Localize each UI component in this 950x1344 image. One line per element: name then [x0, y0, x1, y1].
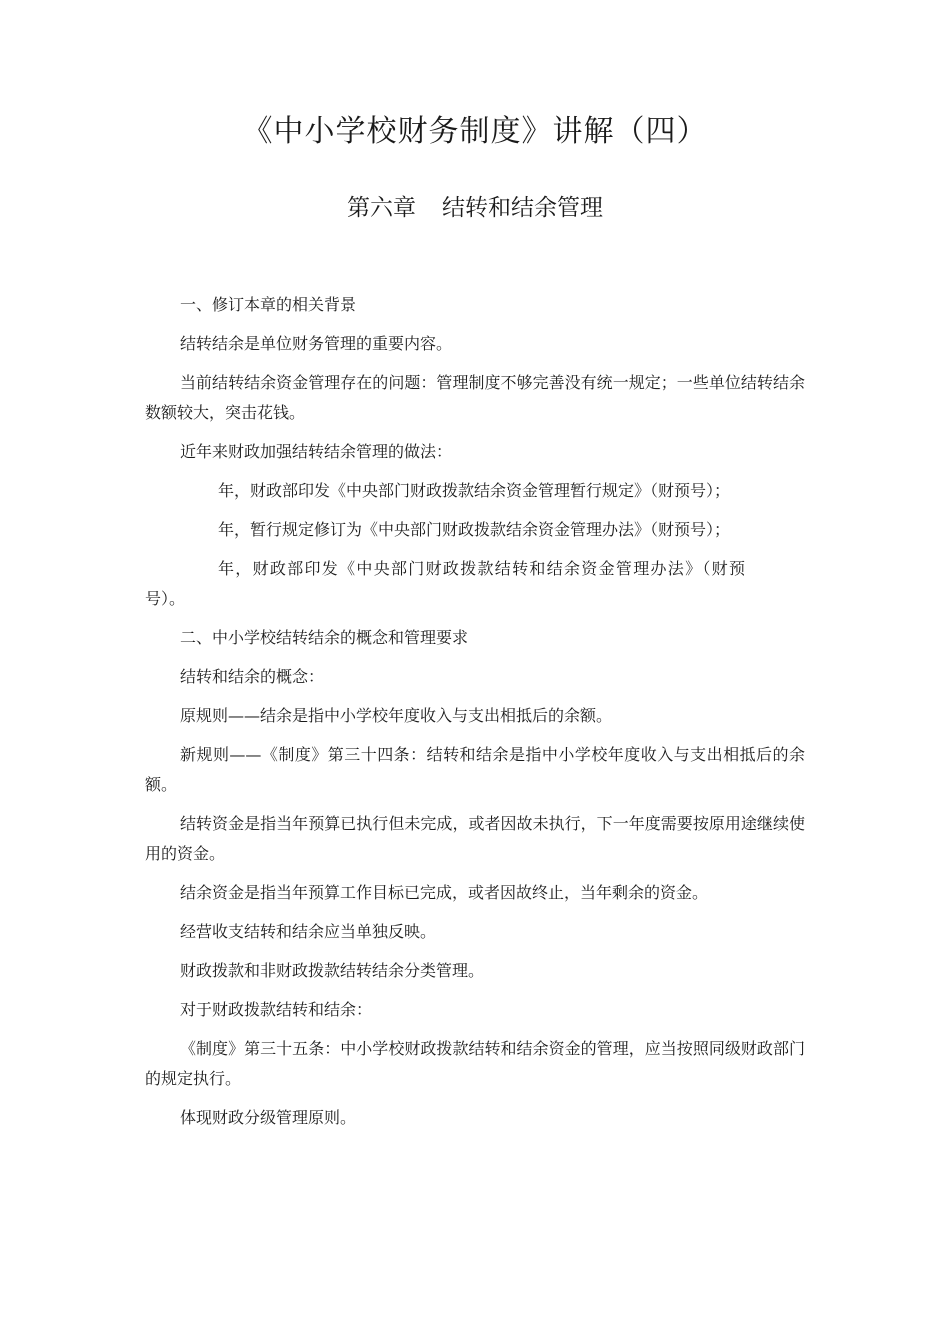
chapter-heading	[0, 192, 950, 224]
section-heading: 一、修订本章的相关背景	[180, 295, 357, 314]
document-body	[145, 290, 805, 1142]
paragraph: 当前结转结余资金管理存在的问题：管理制度不够完善没有统一规定；一些单位结转结余数额较大，突击花钱。	[145, 373, 805, 422]
regulation-item: 年，财政部印发《中央部门财政拨款结转和结余资金管理办法》（财预号）。	[145, 559, 745, 608]
paragraph: 结转和结余的概念：	[180, 667, 325, 686]
paragraph: 结转资金是指当年预算已执行但未完成，或者因故未执行，下一年度需要按原用途继续使用的资金。	[145, 814, 805, 863]
paragraph: 原规则——结余是指中小学校年度收入与支出相抵后的余额。	[180, 706, 613, 725]
section-heading: 二、中小学校结转结余的概念和管理要求	[180, 628, 469, 647]
paragraph: 对于财政拨款结转和结余：	[180, 1000, 373, 1019]
paragraph: 经营收支结转和结余应当单独反映。	[180, 922, 437, 941]
paragraph: 《制度》第三十五条：中小学校财政拨款结转和结余资金的管理，应当按照同级财政部门的规定执行。	[145, 1039, 805, 1088]
regulation-item: 年，暂行规定修订为《中央部门财政拨款结余资金管理办法》（财预号）；	[218, 520, 731, 539]
chapter-label: 第六章	[347, 195, 416, 221]
paragraph: 结转结余是单位财务管理的重要内容。	[180, 334, 453, 353]
paragraph: 结余资金是指当年预算工作目标已完成，或者因故终止，当年剩余的资金。	[180, 883, 709, 902]
document-title: 《中小学校财务制度》讲解（四）	[242, 114, 708, 149]
chapter-title: 结转和结余管理	[442, 195, 603, 221]
regulation-item: 年，财政部印发《中央部门财政拨款结余资金管理暂行规定》（财预号）；	[218, 481, 731, 500]
paragraph: 财政拨款和非财政拨款结转结余分类管理。	[180, 961, 485, 980]
paragraph: 新规则——《制度》第三十四条：结转和结余是指中小学校年度收入与支出相抵后的余额。	[145, 745, 805, 794]
paragraph: 体现财政分级管理原则。	[180, 1108, 357, 1127]
paragraph: 近年来财政加强结转结余管理的做法：	[180, 442, 453, 461]
